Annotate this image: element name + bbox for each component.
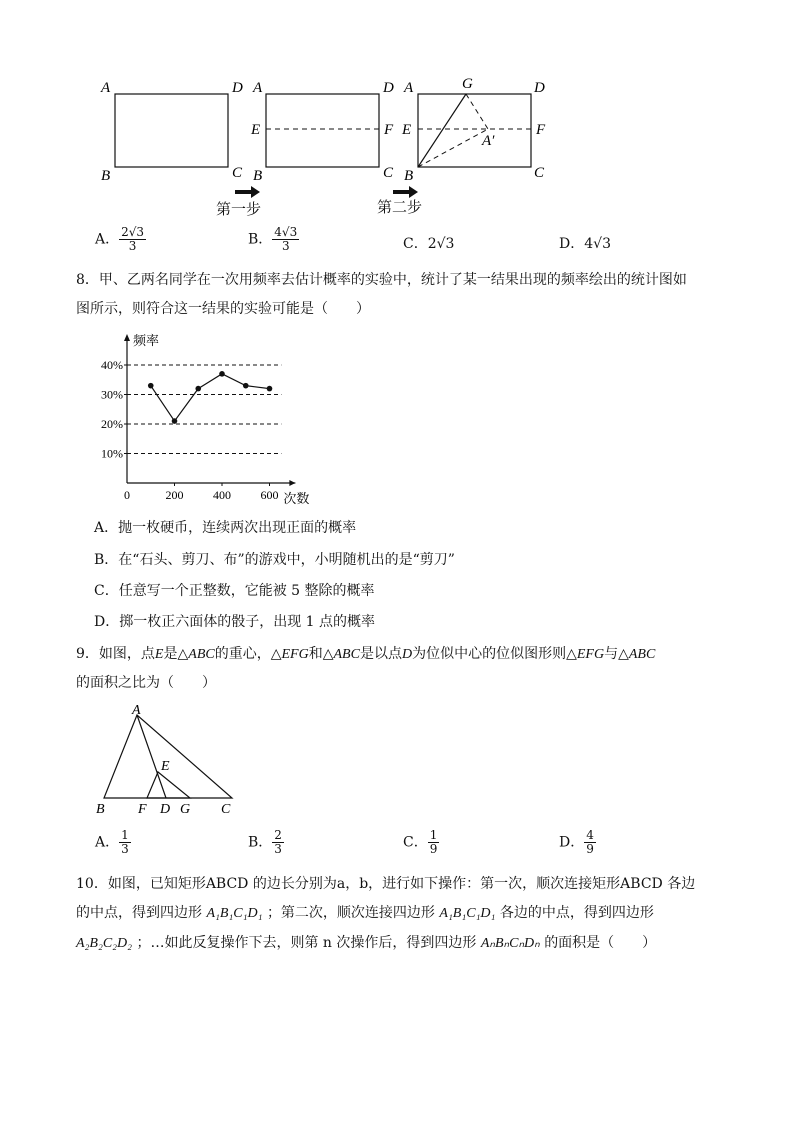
label-A: A (132, 703, 141, 718)
label-D: D (160, 802, 171, 817)
option-fraction: $\frac{2}{3}$ (274, 828, 282, 856)
q7-option-c[interactable] (403, 233, 454, 253)
fig3-label-G: G (462, 76, 473, 92)
fig2-label-C: C (383, 165, 394, 181)
y-tick-label: 30% (101, 387, 123, 402)
q8-option-b[interactable]: B．在“石头、剪刀、布”的游戏中，小明随机出的是“剪刀” (94, 552, 455, 568)
fig3-label-D: D (534, 80, 545, 96)
option-value: 4√3 (584, 236, 611, 252)
fig3-line-BG (418, 94, 466, 167)
q7-figures (90, 70, 560, 220)
fig3-rectangle (418, 94, 531, 167)
fig3-label-C: C (534, 165, 545, 181)
y-axis-label: 频率 (133, 333, 160, 348)
x-axis-arrow-icon (289, 480, 295, 486)
option-key: C． (403, 834, 428, 851)
step2-caption: 第二步 (377, 198, 423, 216)
x-tick-label: 600 (260, 488, 279, 502)
data-point (219, 371, 225, 377)
fig2-rectangle (266, 94, 379, 167)
frequency-line-chart (92, 330, 332, 510)
y-axis-arrow-icon (124, 334, 130, 341)
label-G: G (180, 802, 191, 817)
x-tick-label: 400 (213, 488, 231, 502)
fig3-label-B: B (404, 168, 414, 184)
option-key: A． (95, 834, 120, 851)
fig1-rectangle (115, 94, 228, 167)
fig2-label-A: A (253, 80, 263, 96)
y-tick-label: 20% (101, 417, 123, 431)
x-axis-label: 次数 (283, 491, 310, 506)
data-point (243, 383, 249, 389)
fig1-label-A: A (101, 80, 111, 96)
label-F: F (138, 802, 147, 817)
q10-stem-line3: A₂B₂C₂D₂ ；…如此反复操作下去，则第 n 次操作后，得到四边形 AₙBₙCₙDₙ 的面积是（ ） (76, 935, 657, 951)
q8-option-d[interactable]: D．掷一枚正六面体的骰子，出现 1 点的概率 (94, 614, 376, 630)
q9-triangle-figure (92, 700, 252, 820)
y-tick-label: 10% (101, 446, 123, 461)
series-line (151, 374, 270, 421)
q9-stem-line2: 的面积之比为（ ） (76, 675, 216, 691)
q8-stem-line1: 8．甲、乙两名同学在一次用频率去估计概率的实验中，统计了某一结果出现的频率绘出的统计图如 (76, 272, 687, 288)
option-key: D． (559, 834, 585, 851)
q10-stem-line2: 的中点，得到四边形 A₁B₁C₁D₁ ；第二次，顺次连接四边形 A₁B₁C₁D₁ 各边的中点，得到四边形 (76, 905, 654, 921)
fig3-line-GA2 (466, 94, 488, 129)
option-fraction: $\frac{1}{3}$ (121, 828, 129, 856)
fig1-label-C: C (232, 165, 243, 181)
q7-option-a[interactable] (95, 226, 146, 253)
option-value: 2√3 (427, 236, 455, 252)
option-fraction: $\frac{1}{9}$ (429, 828, 438, 856)
option-key: D． (559, 236, 585, 252)
option-fraction: $\frac{2√3}{3}$ (121, 225, 145, 253)
option-key: B． (248, 231, 273, 248)
fig3-label-A-prime: A′ (482, 133, 495, 149)
option-key: B． (248, 834, 273, 851)
q10-stem-line1: 10．如图，已知矩形ABCD 的边长分别为a，b，进行如下操作：第一次，顺次连接矩形ABCD 各边 (76, 876, 696, 892)
x-tick-label: 0 (124, 488, 130, 502)
fig3-line-BA2 (418, 129, 488, 167)
label-B: B (96, 802, 105, 817)
option-key: A． (95, 231, 120, 248)
step1-caption: 第一步 (216, 200, 262, 218)
fig1-label-D: D (232, 80, 243, 96)
fig3-label-E: E (402, 122, 412, 138)
fig3-label-A: A (404, 80, 414, 96)
option-fraction: $\frac{4}{9}$ (586, 828, 594, 856)
q9-option-d[interactable] (559, 829, 596, 856)
data-point (148, 383, 154, 389)
label-C: C (221, 802, 231, 817)
fig2-label-B: B (253, 168, 263, 184)
data-point (267, 386, 273, 392)
q9-option-b[interactable] (248, 829, 284, 856)
q8-option-a[interactable]: A．抛一枚硬币，连续两次出现正面的概率 (94, 520, 357, 536)
y-tick-label: 40% (101, 358, 123, 372)
fig2-label-E: E (251, 122, 261, 138)
data-point (172, 418, 178, 424)
x-tick-label: 200 (165, 488, 184, 502)
q7-option-b[interactable] (248, 226, 299, 253)
fig2-label-F: F (384, 122, 394, 138)
q9-option-a[interactable] (95, 829, 131, 856)
q9-stem-line1: 9．如图，点E是△ABC的重心，△EFG和△ABC是以点D为位似中心的位似图形则△EFG与△ABC (76, 646, 656, 662)
triangle-EFG (147, 772, 190, 798)
option-key: C． (403, 236, 428, 252)
q8-option-c[interactable]: C．任意写一个正整数，它能被 5 整除的概率 (94, 583, 375, 599)
fig1-label-B: B (101, 168, 111, 184)
option-fraction: $\frac{4√3}{3}$ (274, 225, 298, 253)
fig2-label-D: D (383, 80, 394, 96)
q8-stem-line2: 图所示，则符合这一结果的实验可能是（ ） (76, 301, 370, 317)
label-E: E (161, 759, 170, 774)
data-point (195, 386, 201, 392)
step1-arrow-icon (235, 186, 260, 198)
triangle-ABC (104, 715, 232, 798)
fig3-label-F: F (536, 122, 546, 138)
q9-option-c[interactable] (403, 829, 439, 856)
q7-option-d[interactable] (559, 233, 611, 253)
